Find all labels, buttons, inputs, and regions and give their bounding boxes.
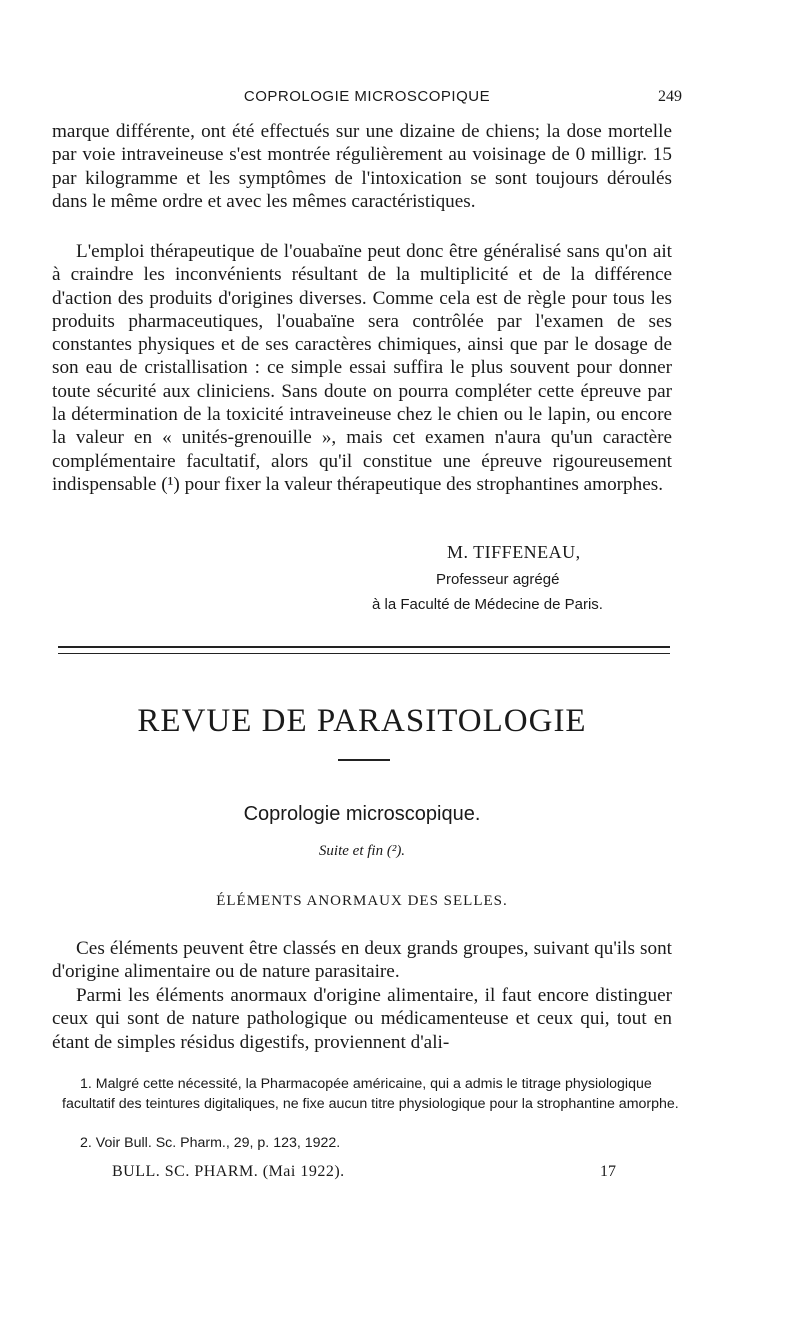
article-note: Suite et fin (²). bbox=[318, 843, 406, 859]
footnote-1: 1. Malgré cette nécessité, la Pharmacopée américaine, qui a admis le titrage physiologique facultatif des teintures digitaliques, ne fixe aucun titre physiologique pour la strophantine amorphe. bbox=[62, 1076, 679, 1112]
subsection-heading: ÉLÉMENTS ANORMAUX DES SELLES. bbox=[216, 893, 508, 909]
running-header bbox=[52, 86, 682, 110]
paragraph-ouabaine: L'emploi thérapeutique de l'ouabaïne peut donc être généralisé sans qu'on ait à craindre les inconvénients résultant de la multiplicité et de la différence d'action des produits d'origines diverses. Comme cela est de règle pour tous les produits pharmaceutiques, l'ouabaïne sera contrôlée par l'examen de ses constantes physiques et de ses caractères chimiques, ainsi que par le dosage de son eau de cristallisation : ce simple essai suffira le plus souvent pour donner toute sécurité aux cliniciens. Sans doute on pourra compléter cette épreuve par la détermination de la toxicité intraveineuse chez le chien ou le lapin, ou encore la valeur en « unités-grenouille », mais cet examen n'aura qu'un caractère complémentaire facultatif, alors qu'il constitue une épreuve rigoureusement indispensable (¹) pour fixer la valeur thérapeutique des strophantines amorphes. bbox=[52, 241, 672, 495]
page-number: 249 bbox=[658, 88, 682, 105]
signature-mark: 17 bbox=[600, 1163, 616, 1180]
title-underline bbox=[338, 759, 390, 761]
paragraph-continuation: marque différente, ont été effectués sur une dizaine de chiens; la dose mortelle par voie intraveineuse s'est montrée régulièrement au voisinage de 0 milligr. 15 par kilogramme et les symptômes de l'intoxication se sont toujours déroulés dans le même ordre et avec les mêmes caractéristiques. bbox=[52, 121, 672, 212]
header-title: COPROLOGIE MICROSCOPIQUE bbox=[243, 88, 491, 105]
footnote-2: 2. Voir Bull. Sc. Pharm., 29, p. 123, 1922. bbox=[80, 1135, 341, 1151]
body-paragraph-1: Ces éléments peuvent être classés en deux grands groupes, suivant qu'ils sont d'origine alimentaire ou de nature parasitaire. bbox=[52, 938, 672, 983]
signature-name: M. TIFFENEAU, bbox=[447, 542, 581, 562]
section-divider-top bbox=[58, 646, 670, 648]
article-title: Coprologie microscopique. bbox=[243, 803, 481, 825]
body-paragraph-2: Parmi les éléments anormaux d'origine alimentaire, il faut encore distinguer ceux qui sont de nature pathologique ou médicamenteuse et ceux qui, tout en étant de simples résidus digestifs, proviennent d'ali- bbox=[52, 985, 672, 1053]
journal-citation: BULL. SC. PHARM. (Mai 1922). bbox=[112, 1163, 345, 1180]
section-title: REVUE DE PARASITOLOGIE bbox=[137, 703, 587, 739]
section-divider-bottom bbox=[58, 653, 670, 654]
signature-title: Professeur agrégé bbox=[436, 571, 560, 588]
signature-affiliation: à la Faculté de Médecine de Paris. bbox=[372, 596, 603, 613]
